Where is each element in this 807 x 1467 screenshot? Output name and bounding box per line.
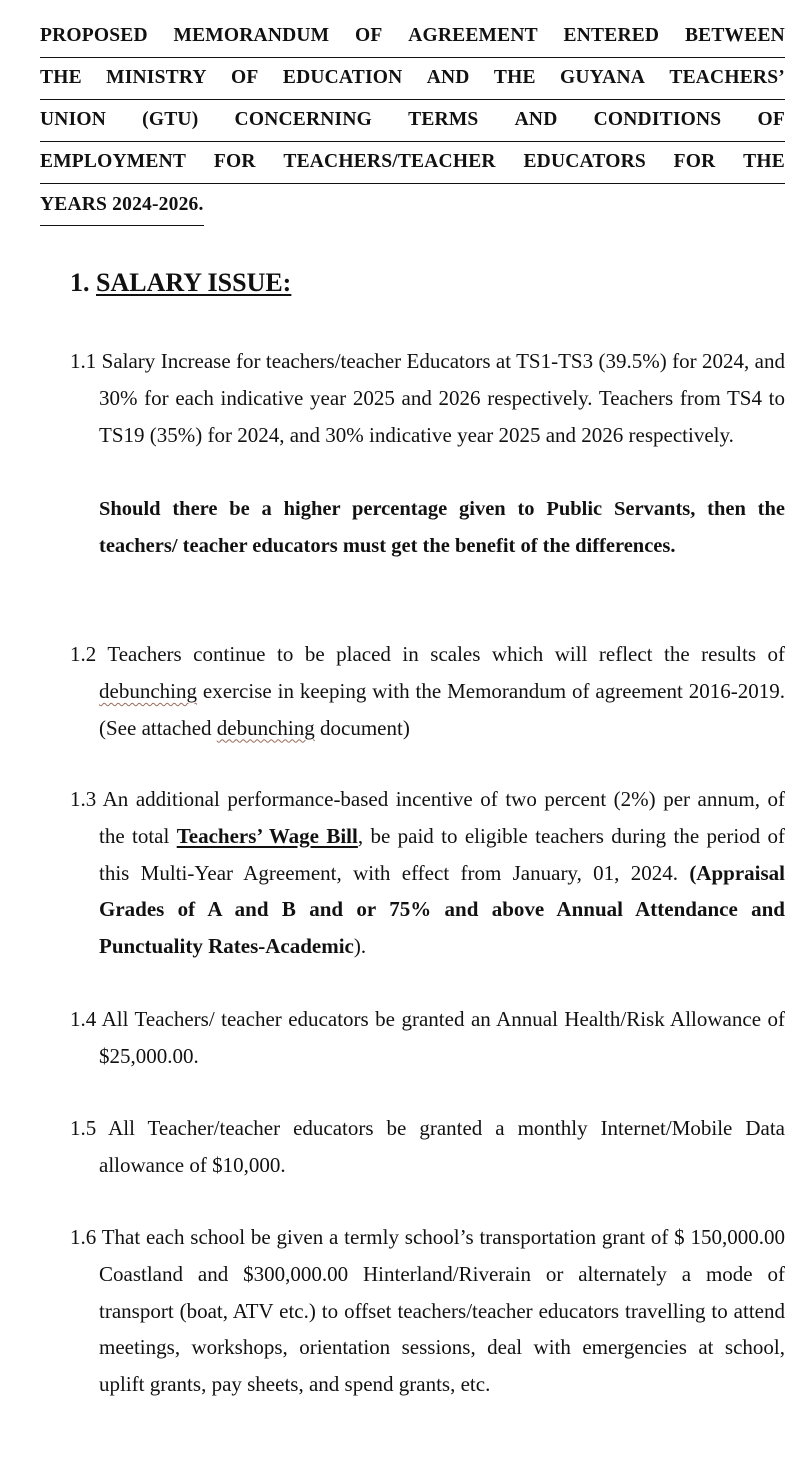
title-word: (GTU) (142, 109, 199, 130)
title-word: THE (743, 151, 785, 172)
title-word: UNION (40, 109, 107, 130)
title-word: FOR (213, 151, 256, 172)
title-word: AND (514, 109, 558, 130)
title-word: GUYANA (560, 67, 646, 88)
title-word: FOR (673, 151, 716, 172)
clause-1-1: 1.1 Salary Increase for teachers/teacher Educators at TS1-TS3 (39.5%) for 2024, and 30% for each indicative year 2025 and 2026 respectively. Teachers from TS4 to TS19 (35%) for 2024, and 30% indicative year 2025 and 2026 respectively. (70, 349, 785, 447)
title-word: OF (231, 67, 259, 88)
clause-1-2: 1.2 Teachers continue to be placed in scales which will reflect the results of debunching exercise in keeping with the Memorandum of agreement 2016-2019. (See attached debunching document) (70, 642, 785, 740)
title-word: TERMS (408, 109, 479, 130)
clause-1-4: 1.4 All Teachers/ teacher educators be granted an Annual Health/Risk Allowance of $25,000.00. (70, 1007, 785, 1068)
appraisal-criteria: (Appraisal Grades of A and B and or 75% and above Annual Attendance and Punctuality Rates-Academic (99, 860, 785, 959)
section-number: 1. (70, 268, 90, 297)
title-word: TEACHERS/TEACHER (283, 151, 496, 172)
spellcheck-word: debunching (216, 715, 315, 740)
spellcheck-word: debunching (99, 678, 197, 703)
title-word: AGREEMENT (408, 25, 538, 46)
section-title: SALARY ISSUE: (96, 268, 292, 297)
title-line-2 (40, 58, 785, 100)
title-word: AND (426, 67, 470, 88)
section-heading (70, 268, 291, 298)
title-word: MINISTRY (106, 67, 207, 88)
wage-bill-term: Teachers’ Wage Bill (176, 823, 358, 848)
clause-1-5: 1.5 All Teacher/teacher educators be granted a monthly Internet/Mobile Data allowance of $10,000. (70, 1116, 785, 1177)
title-word: BETWEEN (684, 25, 785, 46)
title-word: MEMORANDUM (173, 25, 330, 46)
title-line-5: YEARS 2024-2026. (40, 184, 204, 226)
clause-1-3: 1.3 An additional performance-based incentive of two percent (2%) per annum, of the total Teachers’ Wage Bill, be paid to eligible teachers during the period of this Multi-Year Agreement, with effect from January, 01, 2024. (Appraisal Grades of A and B and or 75% and above Annual Attendance and Punctuality Rates-Academic). (70, 787, 785, 959)
title-word: PROPOSED (40, 25, 148, 46)
title-word: CONDITIONS (593, 109, 722, 130)
document-title (40, 16, 785, 226)
clause-1-6: 1.6 That each school be given a termly school’s transportation grant of $ 150,000.00 Coastland and $300,000.00 Hinterland/Riverain or alternately a mode of transport (boat, ATV etc.) to offset teachers/teacher educators travelling to attend meetings, workshops, orientation sessions, deal with emergencies at school, uplift grants, pay sheets, and spend grants, etc. (70, 1225, 785, 1397)
title-word: EDUCATORS (523, 151, 646, 172)
title-word: EMPLOYMENT (40, 151, 187, 172)
title-word: OF (355, 25, 383, 46)
clause-1-1-bold-note: Should there be a higher percentage given to Public Servants, then the teachers/ teacher educators must get the benefit of the differences. (99, 498, 785, 557)
title-word: OF (757, 109, 785, 130)
title-word: CONCERNING (234, 109, 372, 130)
title-word: TEACHERS’ (669, 67, 785, 88)
title-line-4 (40, 142, 785, 184)
title-word: THE (40, 67, 82, 88)
title-line-1 (40, 16, 785, 58)
title-word: THE (493, 67, 536, 88)
title-word: ENTERED (563, 25, 660, 46)
title-line-3 (40, 100, 785, 142)
title-word: EDUCATION (282, 67, 403, 88)
